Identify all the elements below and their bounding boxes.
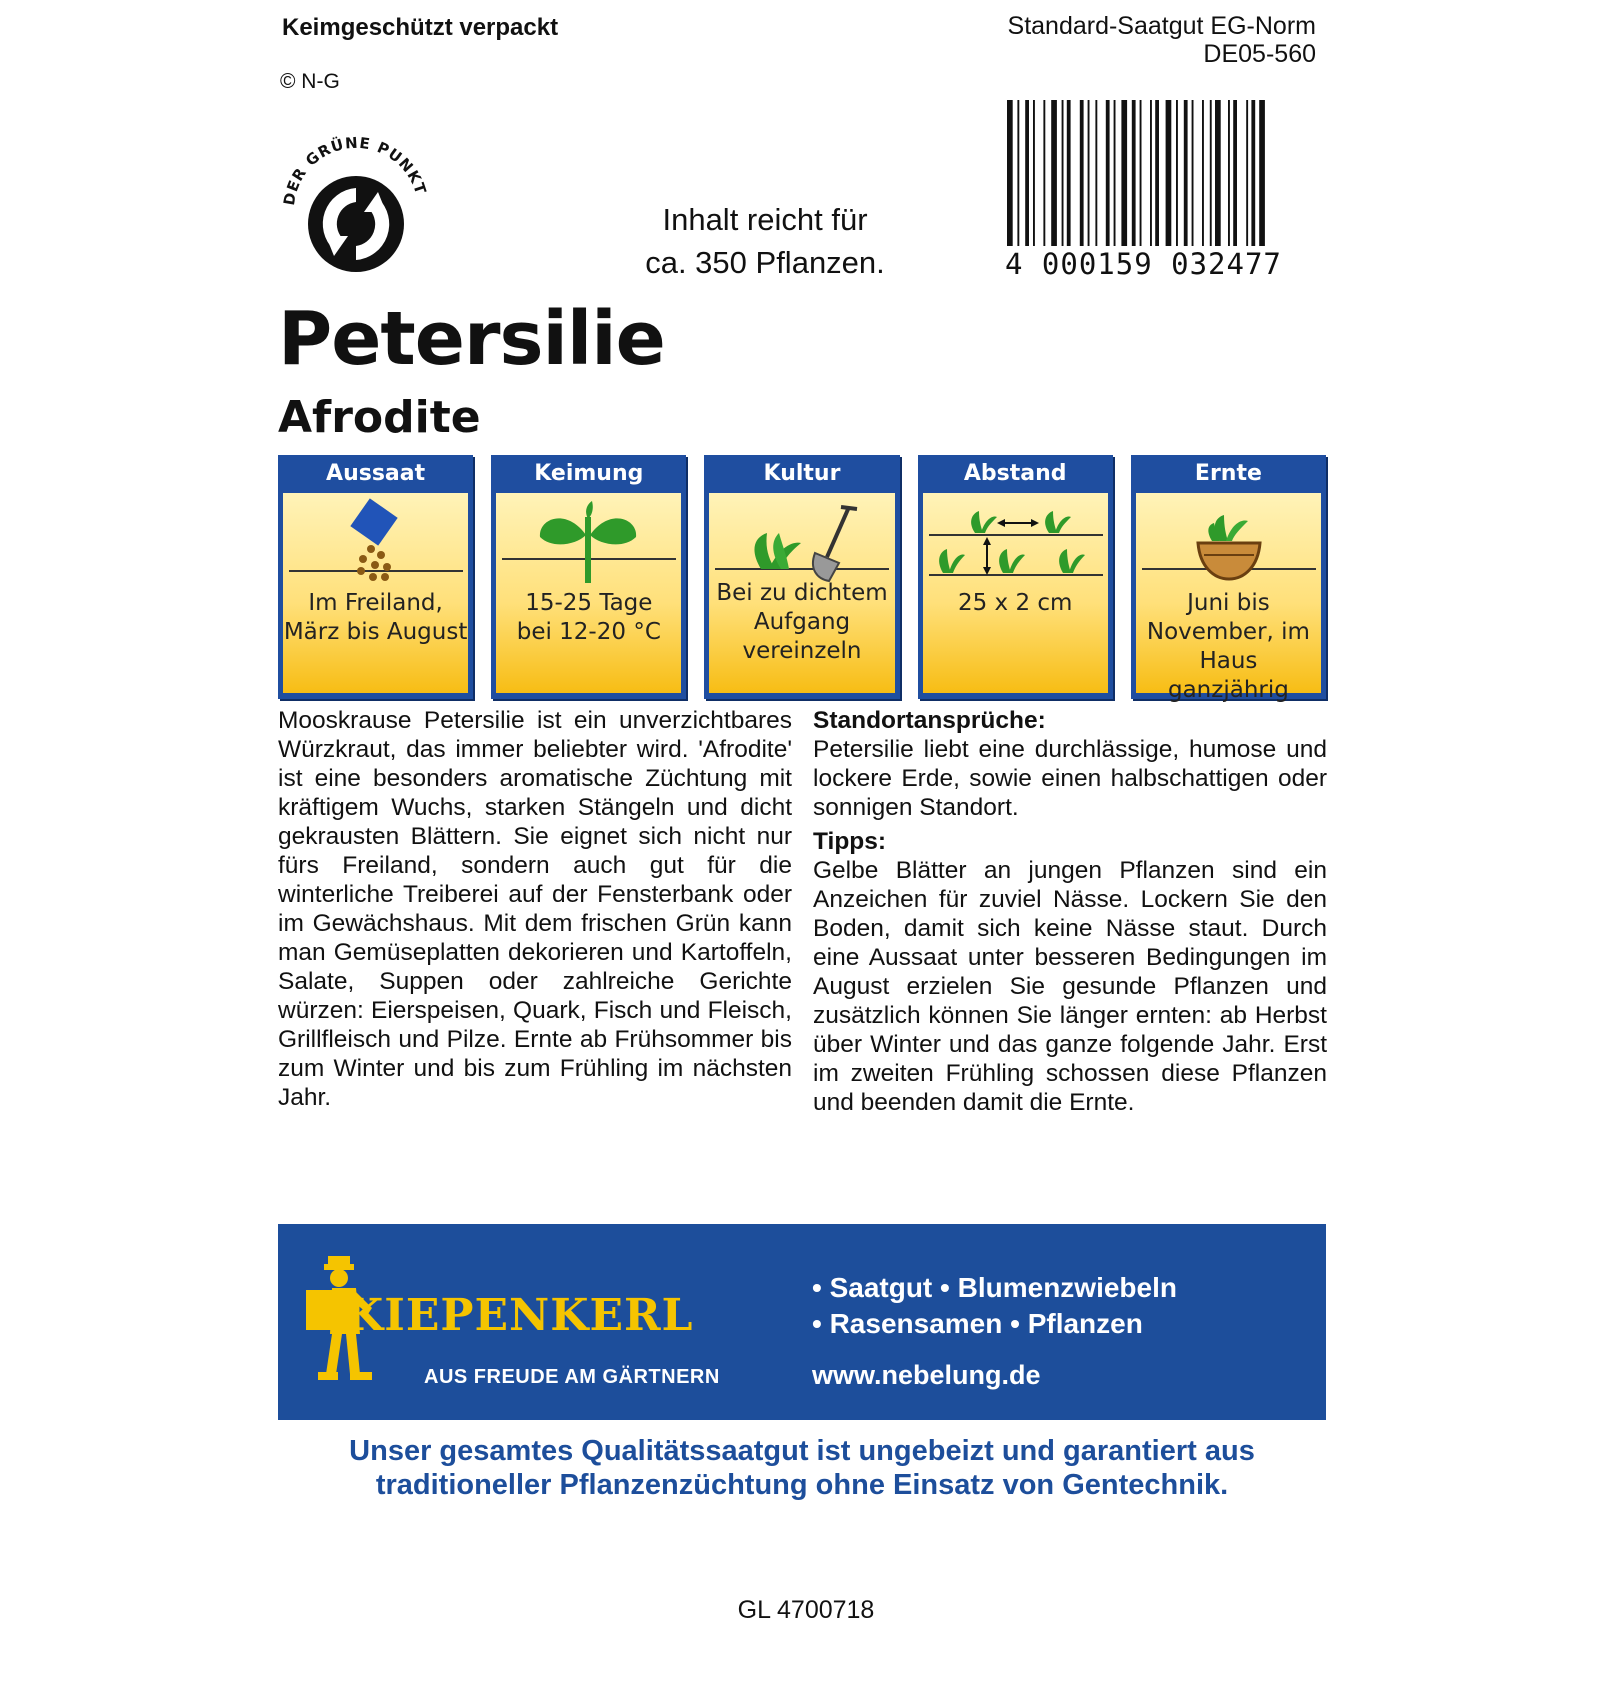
barcode [1005, 100, 1317, 280]
seed-standard [896, 12, 1316, 68]
gruener-punkt-text: DER GRÜNE PUNKT [279, 133, 430, 207]
description-column [278, 706, 792, 1117]
quality-claim [278, 1434, 1326, 1502]
barcode-number: 4 000159 032477 [1005, 247, 1282, 280]
location-heading: Standortansprüche: [813, 707, 1046, 734]
info-column [813, 706, 1327, 1122]
card-line: Im Freiland, [308, 590, 443, 616]
brand-logo: KIEPENKERL [345, 1290, 694, 1341]
card-line: bei 12-20 °C [516, 619, 661, 645]
card-title: Kultur [763, 461, 841, 486]
card-abstand [918, 455, 1113, 699]
copyright: © N-G [280, 70, 340, 93]
range-line-1: • Saatgut • Blumenzwiebeln [812, 1272, 1177, 1303]
standard-line-2: DE05-560 [1203, 40, 1316, 68]
sowing-icon [283, 497, 469, 583]
harvest-bowl-icon [1136, 497, 1322, 583]
brand-website[interactable]: www.nebelung.de [812, 1360, 1041, 1390]
card-line: 15-25 Tage [525, 590, 653, 616]
spade-icon [709, 497, 895, 583]
card-ernte [1131, 455, 1326, 703]
card-line: 25 x 2 cm [957, 590, 1073, 616]
standard-line-1: Standard-Saatgut EG-Norm [1007, 12, 1316, 40]
card-title: Abstand [963, 461, 1067, 486]
description-text: Mooskrause Petersilie ist ein unverzichtbares Würzkraut, das immer beliebter wird. 'Afrodite' ist eine besonders aromatische Züchtung mit kräftigem Wuchs, starken Stängeln und dicht gekrausten Blättern. Sie eignet sich nicht nur fürs Freiland, sondern auch gut für die winterliche Treiberei auf der Fensterbank oder im Gewächshaus. Mit dem frischen Grün kann man Gemüseplatten dekorieren und Kartoffeln, Salate, Suppen oder zahlreiche Gerichte würzen: Eierspeisen, Quark, Fisch und Fleisch, Grillfleisch und Pilze. Ernte ab Frühsommer bis zum Winter und bis zum Frühling im nächsten Jahr. [278, 707, 792, 1111]
gruener-punkt-logo [276, 132, 436, 282]
footer-code: GL 4700718 [737, 1596, 875, 1624]
content-line-1: Inhalt reicht für [662, 202, 868, 237]
content-line-2: ca. 350 Pflanzen. [645, 245, 885, 280]
content-amount [600, 198, 930, 284]
card-kultur [704, 455, 899, 699]
info-cards [278, 455, 1326, 703]
claim-line-1: Unser gesamtes Qualitätssaatgut ist ungebeizt und garantiert aus [349, 1435, 1255, 1467]
card-title: Aussaat [326, 461, 426, 486]
claim-line-2: traditioneller Pflanzenzüchtung ohne Einsatz von Gentechnik. [375, 1469, 1229, 1501]
location-text: Petersilie liebt eine durchlässige, humose und lockere Erde, sowie einen halbschattigen oder sonnigen Standort. [813, 736, 1327, 821]
card-line: Juni bis [1187, 590, 1270, 616]
card-line: vereinzeln [742, 638, 862, 664]
card-line: November, im [1146, 619, 1310, 645]
card-aussaat [278, 455, 473, 699]
tips-heading: Tipps: [813, 828, 887, 855]
card-title: Keimung [534, 461, 644, 486]
tips-text: Gelbe Blätter an jungen Pflanzen sind ein Anzeichen für zuviel Nässe. Lockern Sie den Boden, damit sich keine Nässe staut. Durch eine Aussaat unter besseren Bedingungen im August erzielen Sie gesunde Pflanzen und zusätzlich können Sie länger ernten: ab Herbst über Winter und das ganze folgende Jahr. Erst im zweiten Frühling schossen diese Pflanzen und beenden damit die Ernte. [813, 857, 1327, 1116]
card-line: Aufgang [753, 609, 851, 635]
card-line: März bis August [283, 619, 468, 645]
brand-slogan: AUS FREUDE AM GÄRTNERN [424, 1366, 720, 1388]
card-line: Bei zu dichtem [716, 580, 888, 606]
product-variety: Afrodite [278, 392, 481, 443]
card-title: Ernte [1194, 461, 1262, 486]
product-range [812, 1270, 1177, 1342]
product-name: Petersilie [278, 296, 665, 382]
seedling-icon [496, 497, 682, 583]
card-line: Haus ganzjährig [1167, 648, 1289, 703]
range-line-2: • Rasensamen • Pflanzen [812, 1308, 1143, 1339]
card-keimung [491, 455, 686, 699]
packaging-note: Keimgeschützt verpackt [282, 14, 559, 41]
spacing-icon [923, 497, 1109, 583]
